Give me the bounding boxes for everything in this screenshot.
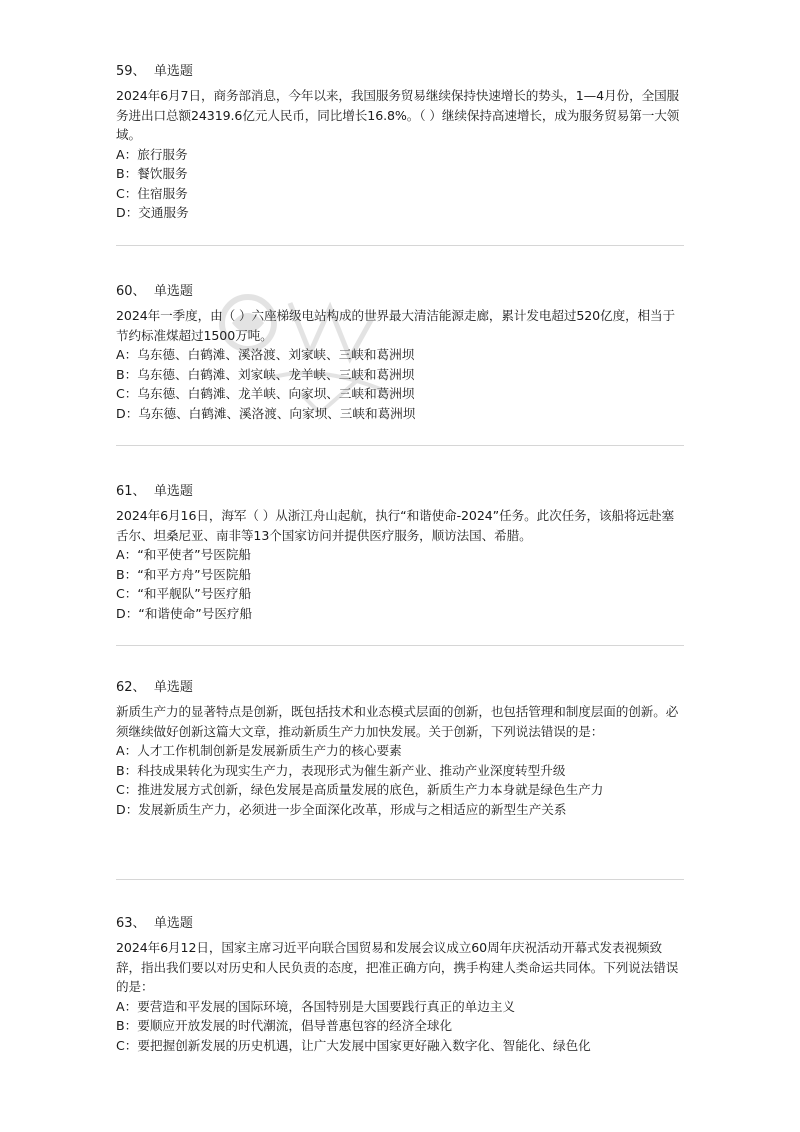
question-number: 63 — [116, 916, 133, 931]
question-divider — [116, 245, 684, 246]
question-divider — [116, 645, 684, 646]
option-letter: C： — [116, 1037, 138, 1053]
option-b[interactable] — [116, 164, 686, 184]
question-header — [116, 482, 686, 502]
option-letter: A： — [116, 347, 138, 362]
question-type: 单选题 — [153, 284, 193, 299]
option-text: “和平方舟”号医院船 — [137, 566, 252, 582]
option-letter: B： — [116, 366, 138, 382]
question-header — [116, 62, 686, 82]
question-stem: 2024年6月16日，海军（ ）从浙江舟山起航，执行“和谐使命-2024”任务。此次任务，该船将远赴塞舌尔、坦桑尼亚、南非等13个国家访问并提供医疗服务，顺访法国、希腊。 — [116, 508, 675, 543]
option-letter: C： — [116, 185, 138, 201]
question-separator: 、 — [132, 680, 146, 695]
option-text: 乌东德、白鹤滩、溪洛渡、刘家峡、三峡和葛洲坝 — [137, 347, 415, 362]
option-text: 要把握创新发展的历史机遇，让广大发展中国家更好融入数字化、智能化、绿色化 — [137, 1037, 591, 1053]
question-number: 61 — [116, 484, 133, 499]
question-type: 单选题 — [153, 680, 193, 695]
option-text: 推进发展方式创新，绿色发展是高质量发展的底色，新质生产力本身就是绿色生产力 — [137, 782, 604, 797]
question-type: 单选题 — [153, 484, 193, 499]
option-a[interactable] — [116, 741, 686, 761]
option-letter: B： — [116, 762, 138, 778]
option-d[interactable] — [116, 203, 686, 223]
option-letter: A： — [116, 998, 138, 1014]
question-header — [116, 914, 686, 934]
question-stem: 新质生产力的显著特点是创新，既包括技术和业态模式层面的创新，也包括管理和制度层面的创新。必须继续做好创新这篇大文章，推动新质生产力加快发展。关于创新，下列说法错误的是： — [116, 704, 679, 739]
question-number: 62 — [116, 680, 133, 695]
option-text: 人才工作机制创新是发展新质生产力的核心要素 — [137, 743, 402, 758]
question-separator: 、 — [132, 916, 146, 931]
question-type: 单选题 — [153, 64, 193, 79]
option-b[interactable] — [116, 761, 686, 781]
option-b[interactable] — [116, 565, 686, 585]
option-letter: D： — [116, 605, 139, 621]
question-header — [116, 282, 686, 302]
option-text: 要营造和平发展的国际环境，各国特别是大国要践行真正的单边主义 — [137, 998, 516, 1014]
option-text: 发展新质生产力，必须进一步全面深化改革，形成与之相适应的新型生产关系 — [138, 801, 567, 817]
option-letter: B： — [116, 166, 138, 181]
option-text: 旅行服务 — [137, 146, 188, 162]
option-b[interactable] — [116, 365, 686, 385]
option-c[interactable] — [116, 184, 686, 204]
option-text: 乌东德、白鹤滩、刘家峡、龙羊峡、三峡和葛洲坝 — [137, 366, 415, 382]
option-text: “和平舰队”号医疗船 — [137, 586, 252, 601]
option-text: “和平使者”号医院船 — [137, 547, 252, 562]
option-a[interactable] — [116, 997, 686, 1017]
option-letter: D： — [116, 801, 139, 817]
question-header — [116, 678, 686, 698]
option-text: 餐饮服务 — [137, 166, 188, 181]
option-c[interactable] — [116, 1036, 686, 1056]
option-c[interactable] — [116, 384, 686, 404]
option-c[interactable] — [116, 584, 686, 604]
option-letter: A： — [116, 743, 138, 758]
option-c[interactable] — [116, 780, 686, 800]
option-text: 科技成果转化为现实生产力，表现形式为催生新产业、推动产业深度转型升级 — [137, 762, 566, 778]
question-stem: 2024年6月7日，商务部消息，今年以来，我国服务贸易继续保持快速增长的势头，1—4月份，全国服务进出口总额24319.6亿元人民币，同比增长16.8%。（ ）继续保持高速增长，成为服务贸易第一大领域。 — [116, 88, 680, 142]
option-letter: A： — [116, 547, 138, 562]
option-d[interactable] — [116, 800, 686, 820]
option-a[interactable] — [116, 345, 686, 365]
question-63 — [116, 914, 686, 1055]
question-separator: 、 — [132, 284, 146, 299]
option-text: 乌东德、白鹤滩、溪洛渡、向家坝、三峡和葛洲坝 — [138, 405, 416, 421]
question-separator: 、 — [132, 484, 146, 499]
option-letter: D： — [116, 205, 139, 220]
question-number: 60 — [116, 284, 133, 299]
question-stem: 2024年6月12日，国家主席习近平向联合国贸易和发展会议成立60周年庆祝活动开幕式发表视频致辞，指出我们要以对历史和人民负责的态度，把准正确方向，携手构建人类命运共同体。下列说法错误的是： — [116, 940, 679, 994]
question-61 — [116, 482, 686, 623]
option-text: “和谐使命”号医疗船 — [138, 605, 253, 621]
option-letter: C： — [116, 586, 138, 601]
question-separator: 、 — [132, 64, 146, 79]
question-stem: 2024年一季度，由（ ）六座梯级电站构成的世界最大清洁能源走廊，累计发电超过520亿度，相当于节约标准煤超过1500万吨。 — [116, 308, 676, 343]
question-60 — [116, 282, 686, 423]
option-letter: D： — [116, 405, 139, 421]
question-number: 59 — [116, 64, 133, 79]
option-b[interactable] — [116, 1016, 686, 1036]
option-a[interactable] — [116, 145, 686, 165]
question-62 — [116, 678, 686, 819]
question-divider — [116, 879, 684, 880]
option-text: 乌东德、白鹤滩、龙羊峡、向家坝、三峡和葛洲坝 — [137, 386, 415, 401]
option-a[interactable] — [116, 545, 686, 565]
option-letter: B： — [116, 1018, 138, 1033]
question-divider — [116, 445, 684, 446]
option-letter: C： — [116, 386, 138, 401]
option-letter: A： — [116, 146, 138, 162]
option-text: 要顺应开放发展的时代潮流，倡导普惠包容的经济全球化 — [137, 1018, 453, 1033]
question-type: 单选题 — [153, 916, 193, 931]
question-59 — [116, 62, 686, 223]
option-text: 住宿服务 — [137, 185, 188, 201]
option-letter: C： — [116, 782, 138, 797]
option-d[interactable] — [116, 604, 686, 624]
option-letter: B： — [116, 566, 138, 582]
option-text: 交通服务 — [138, 205, 189, 220]
option-d[interactable] — [116, 404, 686, 424]
